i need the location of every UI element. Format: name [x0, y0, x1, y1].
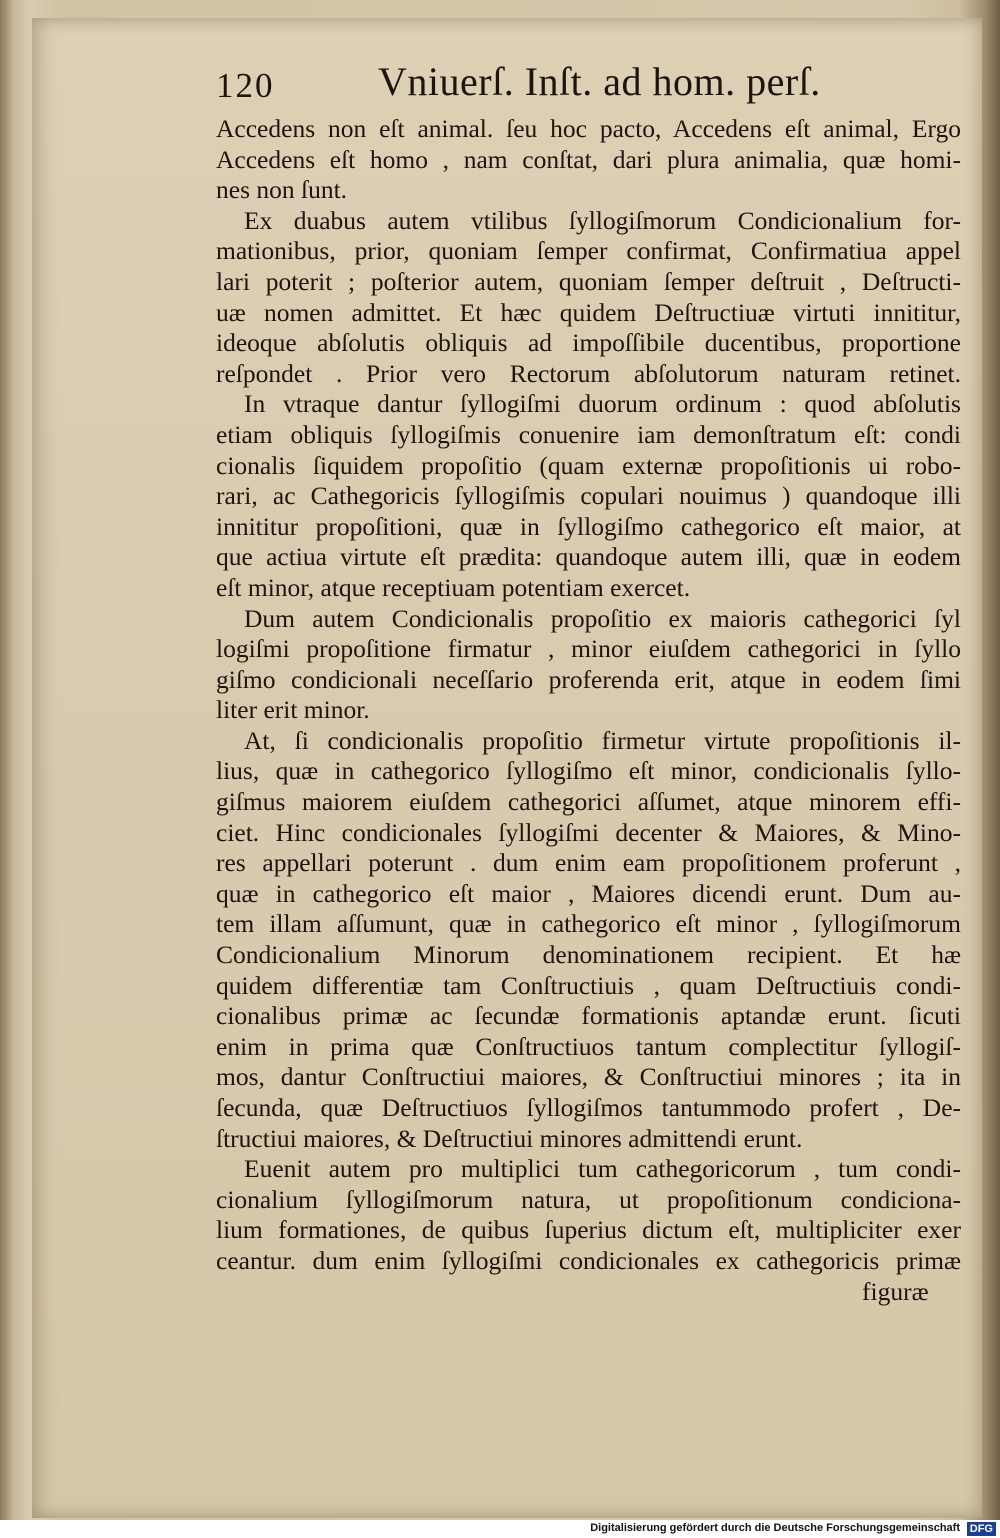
text-line: reſpondet . Prior vero Rectorum abſolutorum naturam retinet. [216, 358, 961, 388]
text-line: eſt minor, atque receptiuam potentiam exercet. [216, 572, 691, 602]
text-line: Euenit autem pro multiplici tum cathegoricorum , tum condi- [244, 1154, 961, 1184]
text-line: mationibus, prior, quoniam ſemper confirmat, Confirmatiua appel [216, 236, 961, 266]
catchword: figuræ [862, 1276, 929, 1306]
text-line: ideoque abſolutis obliquis ad impoſſibile ducentibus, proportione [216, 328, 961, 358]
text-line: rari, ac Cathegoricis ſyllogiſmis copulari nouimus ) quandoque illi [216, 481, 961, 511]
text-line: cionalis ſiquidem propoſitio (quam externæ propoſitionis ui robo- [216, 450, 961, 480]
text-line: lius, quæ in cathegorico ſyllogiſmo eſt minor, condicionalis ſyllo- [216, 756, 961, 786]
text-line: lari poterit ; poſterior autem, quoniam ſemper deſtruit , Deſtructi- [216, 266, 961, 296]
text-line: quæ in cathegorico eſt maior , Maiores dicendi erunt. Dum au- [216, 878, 961, 908]
text-line: Ex duabus autem vtilibus ſyllogiſmorum Condicionalium for- [244, 205, 961, 235]
page-number: 120 [216, 66, 275, 105]
text-line: logiſmi propoſitione firmatur , minor eiuſdem cathegorici in ſyllo [216, 634, 961, 664]
text-line: ſecunda, quæ Deſtructiuos ſyllogiſmos tantummodo profert , De- [216, 1093, 961, 1122]
text-line: nes non ſunt. [216, 175, 348, 205]
text-line: Condicionalium Minorum denominationem recipient. Et hæ [216, 940, 961, 970]
text-line: que actiua virtute eſt prædita: quandoque autem illi, quæ in eodem [216, 542, 961, 572]
text-line: In vtraque dantur ſyllogiſmi duorum ordinum : quod abſolutis [244, 389, 961, 419]
footer-credit: Digitalisierung gefördert durch die Deutsche Forschungsgemeinschaft [590, 1522, 960, 1534]
text-line: Dum autem Condicionalis propoſitio ex maioris cathegorici ſyl [244, 603, 961, 633]
text-line: quidem differentiæ tam Conſtructiuis , quam Deſtructiuis condi- [216, 970, 961, 1000]
text-line: res appellari poterunt . dum enim eam propoſitionem proferunt , [216, 848, 961, 878]
text-line: tem illam aſſumunt, quæ in cathegorico eſt minor , ſyllogiſmorum [216, 909, 961, 939]
text-line: mos, dantur Conſtructiui maiores, & Conſtructiui minores ; ita in [216, 1062, 961, 1092]
text-line: cionalibus primæ ac ſecundæ formationis aptandæ erunt. ſicuti [216, 1001, 961, 1031]
text-line: uæ nomen admittet. Et hæc quidem Deſtructiuæ virtuti innititur, [216, 297, 961, 327]
text-line: giſmus maiorem eiuſdem cathegorici aſſumet, atque minorem effi- [216, 787, 961, 817]
text-line: Accedens non eſt animal. ſeu hoc pacto, Accedens eſt animal, Ergo [216, 114, 961, 143]
text-line: ſtructiui maiores, & Deſtructiui minores admittendi erunt. [216, 1123, 803, 1153]
digitization-footer [0, 1520, 1000, 1538]
text-line: giſmo condicionali neceſſario proferenda erit, atque in eodem ſimi [216, 664, 961, 694]
page-text [216, 58, 961, 1307]
text-line: At, ſi condicionalis propoſitio firmetur virtute propoſitionis il- [244, 725, 961, 755]
text-line: cionalium ſyllogiſmorum natura, ut propoſitionum condiciona- [216, 1184, 961, 1214]
text-line: innititur propoſitioni, quæ in ſyllogiſmo cathegorico eſt maior, at [216, 511, 961, 541]
running-title: Vniuerſ. Inſt. ad hom. perſ. [378, 59, 821, 104]
text-line: etiam obliquis ſyllogiſmis conuenire iam demonſtratum eſt: condi [216, 419, 961, 449]
text-line: Accedens eſt homo , nam conſtat, dari plura animalia, quæ homi- [216, 144, 961, 174]
text-line: ceantur. dum enim ſyllogiſmi condicionales ex cathegoricis primæ [216, 1245, 961, 1275]
text-line: liter erit minor. [216, 695, 370, 725]
page-header [216, 58, 961, 114]
text-line: ciet. Hinc condicionales ſyllogiſmi decenter & Maiores, & Mino- [216, 817, 961, 847]
dfg-logo-icon: DFG [967, 1522, 996, 1536]
text-line: enim in prima quæ Conſtructiuos tantum complectitur ſyllogiſ- [216, 1031, 961, 1061]
text-line: lium formationes, de quibus ſuperius dictum eſt, multipliciter exer [216, 1215, 961, 1245]
